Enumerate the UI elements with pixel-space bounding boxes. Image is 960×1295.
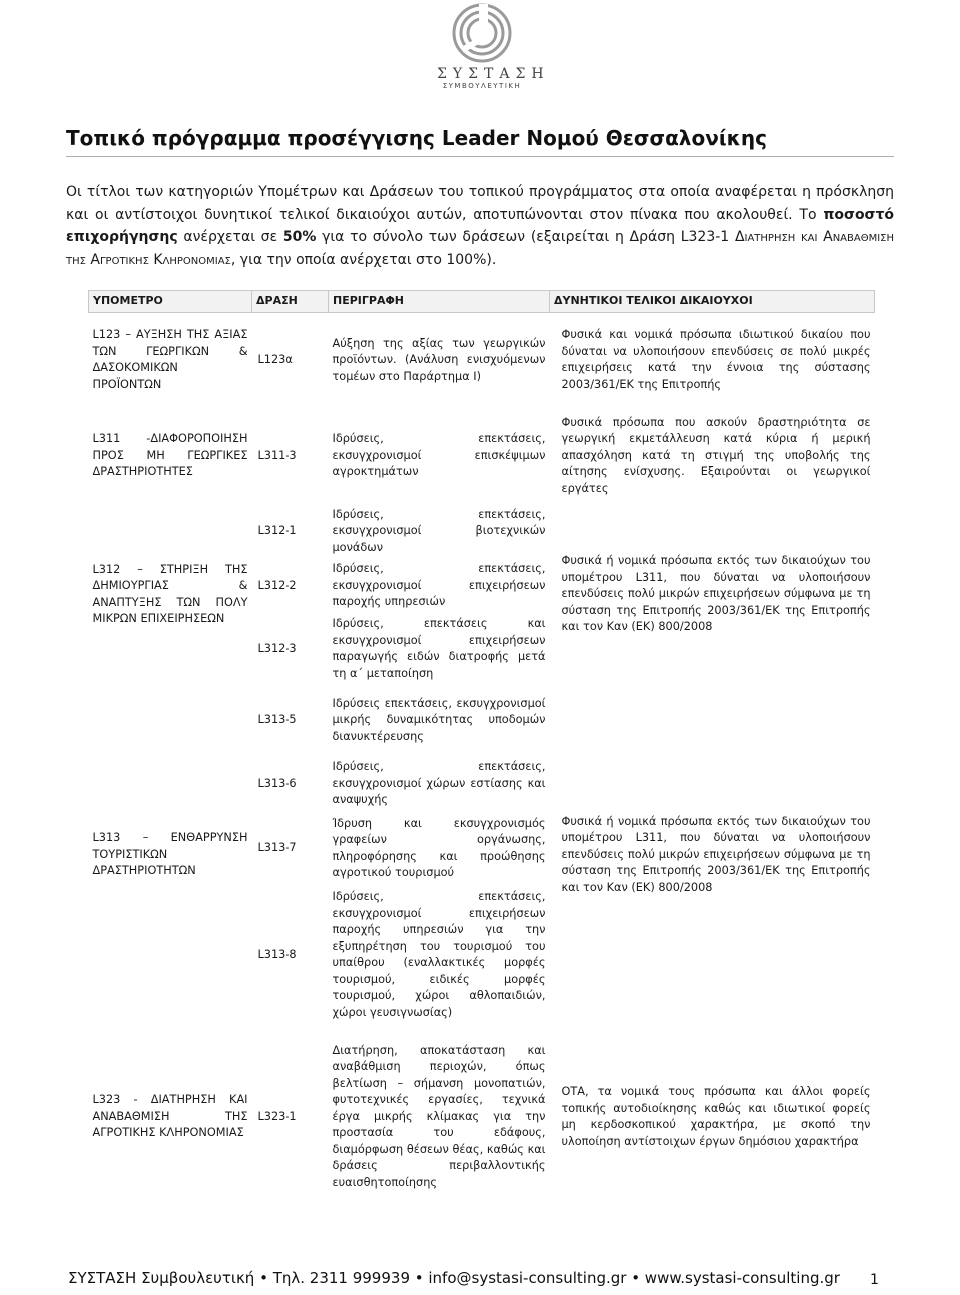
action-code: L323-1 — [257, 1109, 297, 1123]
action-description: Ιδρύσεις, επεκτάσεις, εκσυγχρονισμοί επισκέψιμων αγροκτημάτων — [332, 432, 546, 479]
intro-percentage: 50% — [282, 229, 317, 245]
action-description: Ιδρύσεις, επεκτάσεις, εκσυγχρονισμοί επιχειρήσεων παροχής υπηρεσιών — [332, 562, 546, 609]
action-code: L311-3 — [257, 448, 297, 462]
action-description: Διατήρηση, αποκατάσταση και αναβάθμιση περιοχών, όπως βελτίωση – σήμανση μονοπατιών, φυτοτεχνικές εργασίες, τεχνικά έργα μικρής κλίμακας για την προστασία του εδάφους, διαμόρφωση θέσεων θέας, καθώς και δράσεις περιβαλλοντικής ευαισθητοποίησης — [332, 1043, 546, 1189]
intro-text-2: ανέρχεται σε — [183, 229, 278, 245]
table-row — [89, 685, 875, 756]
action-description: Ίδρυση και εκσυγχρονισμός γραφείων οργάνωσης, πληροφόρησης και προώθησης αγροτικού τουρισμού — [332, 816, 546, 879]
action-code: L312-1 — [257, 524, 297, 538]
header-description: ΠΕΡΙΓΡΑΦΗ — [329, 291, 550, 313]
action-code: L313-7 — [257, 841, 297, 855]
action-code: L313-8 — [257, 947, 297, 961]
intro-paragraph — [66, 181, 894, 271]
action-code: L312-2 — [257, 578, 297, 592]
submeasure-cell: L323 - ΔΙΑΤΗΡΗΣΗ ΚΑΙ ΑΝΑΒΑΘΜΙΣΗ ΤΗΣ ΑΓΡΟΤΙΚΗΣ ΚΛΗΡΟΝΟΜΙΑΣ — [92, 1093, 248, 1140]
action-code: L313-5 — [257, 713, 297, 727]
action-description: Αύξηση της αξίας των γεωργικών προϊόντων. (Ανάλυση ενισχυόμενων τομέων στο Παράρτημα Ι) — [332, 336, 546, 383]
logo-mark-icon — [451, 2, 513, 64]
beneficiaries-cell: ΟΤΑ, τα νομικά τους πρόσωπα και άλλοι φορείς τοπικής αυτοδιοίκησης καθώς και ιδιωτικοί φορείς μη κερδοσκοπικού χαρακτήρα, με σκοπό την υλοποίηση αντίστοιχων έργων δημόσιου χαρακτήρα — [561, 1085, 871, 1148]
action-description: Ιδρύσεις επεκτάσεις, εκσυγχρονισμοί μικρής δυναμικότητας υποδομών διανυκτέρευσης — [332, 696, 546, 743]
intro-bold-term: ποσοστό επιχορήγησης — [66, 206, 895, 245]
submeasure-cell: L311 -ΔΙΑΦΟΡΟΠΟΙΗΣΗ ΠΡΟΣ ΜΗ ΓΕΩΡΓΙΚΕΣ ΔΡΑΣΤΗΡΙΟΤΗΤΕΣ — [92, 432, 248, 479]
beneficiaries-cell: Φυσικά ή νομικά πρόσωπα εκτός των δικαιούχων του υπομέτρου L311, που δύναται να υλοποιήσουν επενδύσεις πολύ μικρών επιχειρήσεων σύμφωνα με τη σύσταση της Επιτροπής 2003/361/ΕΚ της Επιτροπής και τον Καν (ΕΚ) 800/2008 — [561, 554, 871, 634]
table-row — [89, 408, 875, 504]
action-description: Ιδρύσεις, επεκτάσεις, εκσυγχρονισμοί βιοτεχνικών μονάδων — [332, 507, 546, 554]
header-beneficiaries: ΔΥΝΗΤΙΚΟΙ ΤΕΛΙΚΟΙ ΔΙΚΑΙΟΥΧΟΙ — [550, 291, 875, 313]
beneficiaries-cell: Φυσικά ή νομικά πρόσωπα εκτός των δικαιούχων του υπομέτρου L311, που δύναται να υλοποιήσουν επενδύσεις πολύ μικρών επιχειρήσεων σύμφωνα με τη σύσταση της Επιτροπής 2003/361/ΕΚ της Επιτροπής και τον Καν (ΕΚ) 800/2008 — [561, 814, 871, 894]
table-header-row — [89, 291, 875, 313]
action-description: Ιδρύσεις, επεκτάσεις, εκσυγχρονισμοί χώρων εστίασης και αναψυχής — [332, 760, 546, 807]
action-description: Ιδρύσεις, επεκτάσεις, εκσυγχρονισμοί επιχειρήσεων παροχής υπηρεσιών για την εξυπηρέτηση του τουρισμού του υπαίθρου (εναλλακτικές μορφές τουρισμού, ειδικές μορφές τουρισμού, χώροι αθλοπαιδιών, χώροι γευσιγνωσίας) — [332, 890, 546, 1019]
action-description: Ιδρύσεις, επεκτάσεις και εκσυγχρονισμοί επιχειρήσεων παραγωγής ειδών διατροφής μετά τη α΄ μεταποίηση — [332, 617, 546, 680]
beneficiaries-cell: Φυσικά και νομικά πρόσωπα ιδιωτικού δικαίου που δύναται να υλοποιήσουν επενδύσεις σε πολύ μικρές επιχειρήσεις κατά την έννοια της σύστασης 2003/361/ΕΚ της Επιτροπής — [561, 328, 871, 391]
company-logo — [437, 2, 550, 112]
submeasure-cell: L313 – ΕΝΘΑΡΡΥΝΣΗ ΤΟΥΡΙΣΤΙΚΩΝ ΔΡΑΣΤΗΡΙΟΤΗΤΩΝ — [92, 831, 248, 878]
header-submeasure: ΥΠΟΜΕΤΡΟ — [89, 291, 252, 313]
logo-subtitle: ΣΥΜΒΟΥΛΕΥΤΙΚΗ — [442, 82, 522, 90]
beneficiaries-cell: Φυσικά πρόσωπα που ασκούν δραστηριότητα σε γεωργική εκμετάλλευση κατά κύρια ή μερική απασχόληση κατά τη στιγμή της υποβολής της αίτησης ενίσχυσης. Εξαιρούνται οι γεωργικοί εργάτες — [561, 415, 871, 495]
submeasure-cell: L123 – ΑΥΞΗΣΗ ΤΗΣ ΑΞΙΑΣ ΤΩΝ ΓΕΩΡΓΙΚΩΝ & ΔΑΣΟΚΟΜΙΚΩΝ ΠΡΟΪΟΝΤΩΝ — [92, 328, 248, 391]
intro-action-title: Διατηρηση και Αναβαθμιση της Αγροτικης Κληρονομιας — [66, 229, 895, 268]
intro-text-4: , για την οποία ανέρχεται στο 100%). — [230, 251, 497, 268]
footer-contact: ΣΥΣΤΑΣΗ Συμβουλευτική • Τηλ. 2311 999939 • info@systasi-consulting.gr • www.systasi-consulting.gr — [68, 1269, 840, 1287]
action-code: L313-6 — [257, 776, 297, 790]
header-action: ΔΡΑΣΗ — [252, 291, 329, 313]
actions-table — [88, 290, 875, 1209]
table-row — [89, 312, 875, 408]
submeasure-cell: L312 – ΣΤΗΡΙΞΗ ΤΗΣ ΔΗΜΙΟΥΡΓΙΑΣ & ΑΝΑΠΤΥΞΗΣ ΤΩΝ ΠΟΛΥ ΜΙΚΡΩΝ ΕΠΙΧΕΙΡΗΣΕΩΝ — [92, 562, 248, 625]
intro-text-3: για το σύνολο των δράσεων (εξαιρείται η Δράση L323-1 — [322, 229, 730, 245]
page-title: Τοπικό πρόγραμμα προσέγγισης Leader Νομού Θεσσαλονίκης — [66, 126, 894, 157]
table-row — [89, 1025, 875, 1209]
table-row — [89, 504, 875, 559]
action-code: L123α — [257, 353, 293, 366]
logo-name: ΣΥΣΤΑΣΗ — [437, 66, 550, 82]
intro-text-1: Οι τίτλοι των κατηγοριών Υπομέτρων και Δράσεων του τοπικού προγράμματος στα οποία αναφέρεται η πρόσκληση και οι αντίστοιχοι δυνητικοί τελικοί δικαιούχοι αυτών, αποτυπώνονται στον πίνακα που ακολουθεί. Το — [66, 184, 894, 223]
page-number: 1 — [870, 1272, 879, 1288]
action-code: L312-3 — [257, 641, 297, 655]
